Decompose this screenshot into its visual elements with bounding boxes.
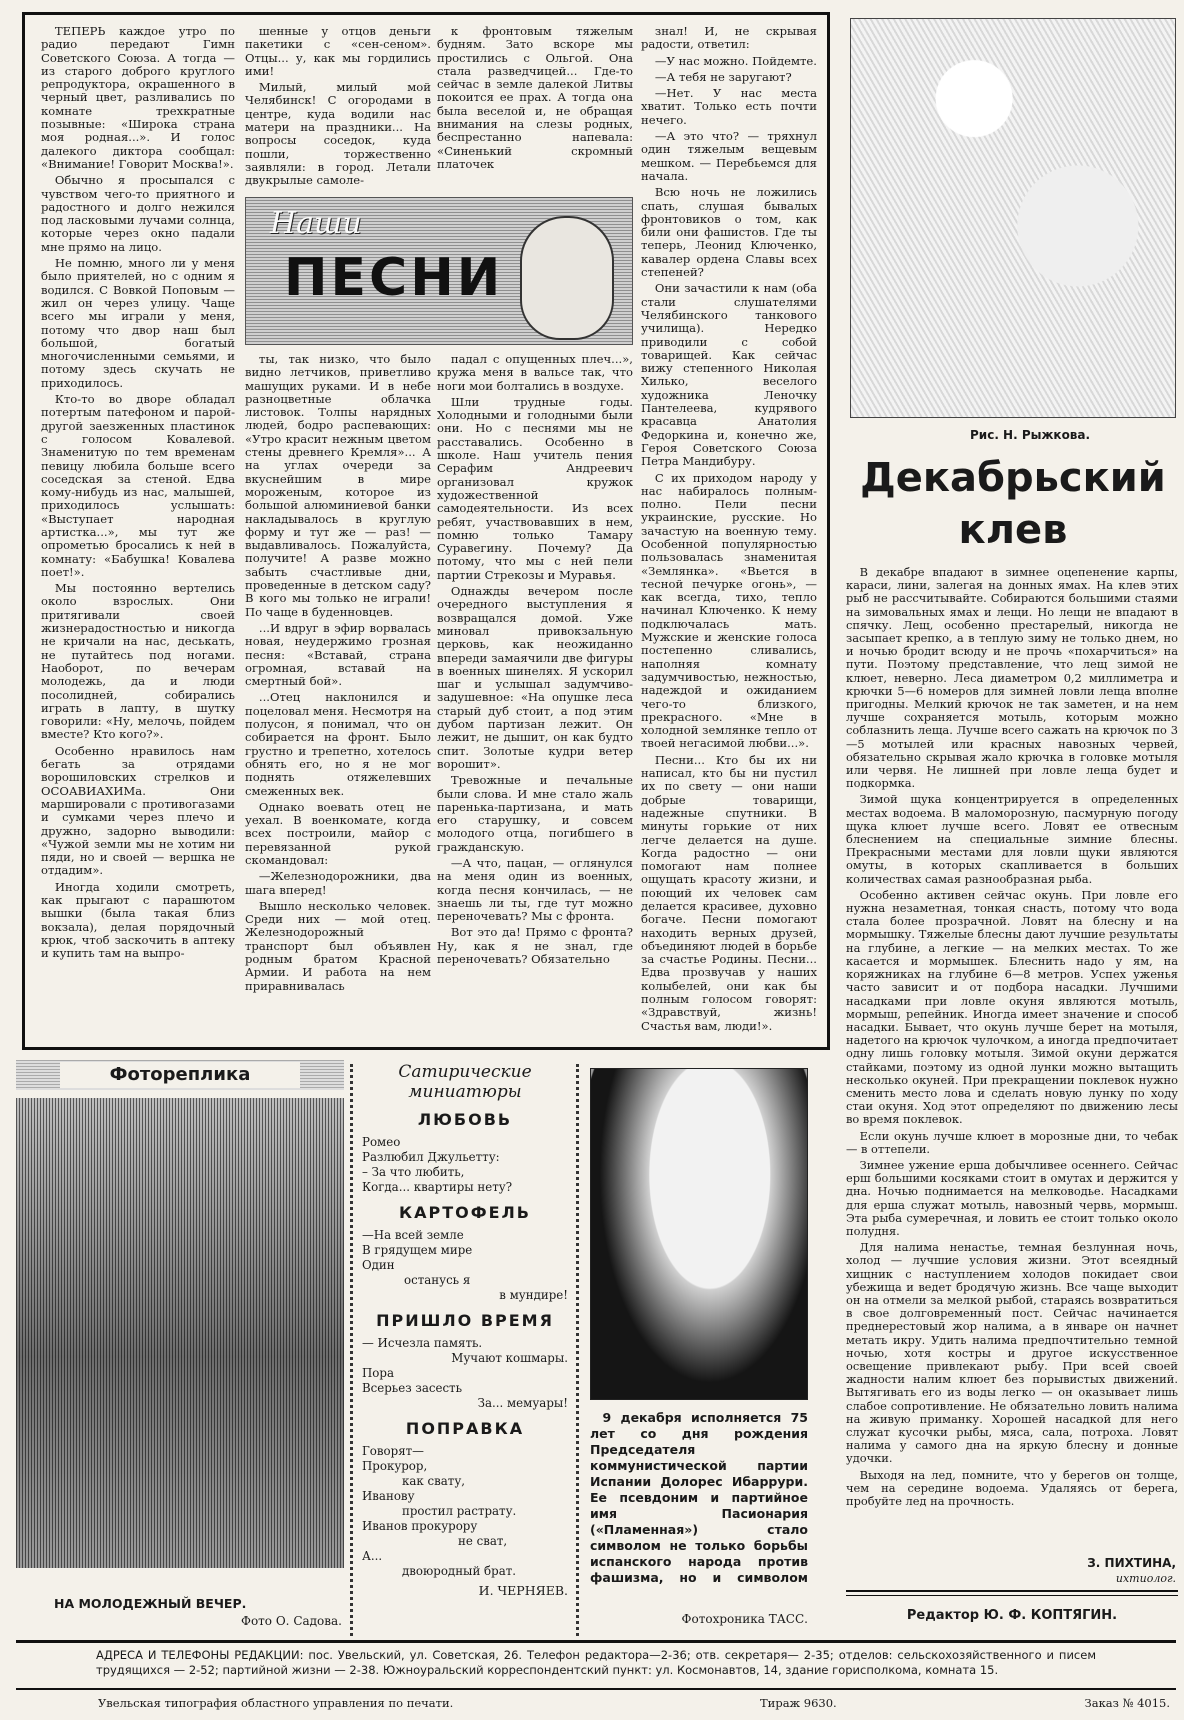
satire-verse-love [362, 1135, 568, 1195]
verse-line: в мундире! [499, 1288, 568, 1302]
satire-title [362, 1062, 568, 1102]
story-paragraph: Обычно я просыпался с чувством чего-то приятного и радостного и долго нежился под ласковыми лучами солнца, которые через окно падали мне прямо на лицо. [41, 173, 235, 254]
verse-line: Иванову [362, 1489, 415, 1503]
photoreplica-credit: Фото О. Садова. [240, 1614, 342, 1628]
verse-line: Говорят— [362, 1444, 424, 1458]
story-paragraph: знал! И, не скрывая радости, ответил: [641, 25, 817, 52]
fishing-paragraph: Если окунь лучше клюет в морозные дни, то чебак — в оттепели. [846, 1128, 1178, 1156]
story-paragraph: —У нас можно. Пойдемте. [654, 53, 817, 68]
photoreplica-title: Фотореплика [60, 1062, 300, 1088]
story-paragraph: шенные у отцов деньги пакетики с «сен-сеном». Отцы... у, как мы гордились ими! [245, 25, 431, 78]
fishing-headline-line: клев [958, 507, 1068, 553]
story-paragraph: Однажды вечером после очередного выступления я возвращался домой. Уже миновал привокзальную церковь, как неожиданно впереди замаячили две фигуры в военных шинелях. Я ускорил шаг и услышал задумчиво-задушевное: «На опушке леса старый дуб стоит, а под этим дубом партизан лежит. Он лежит, не дышит, он как будто спит. Золотые кудри ветер ворошит». [437, 584, 633, 771]
verse-line: —На всей земле [362, 1228, 464, 1242]
fishing-paragraph: Особенно активен сейчас окунь. При ловле его нужна незаметная, тонкая снасть, потому что вода стала более прозрачной. Ловят на блесну и на мормышку. Тяжелые блесны дают лучшие результаты на глубине, а легкие — на мелких местах. То же касается и мормышек. Блеснить надо у ям, на коряжниках на глубине 6—8 метров. Успех уженья часто зависит и от подбора насадки. Лучшими насадками при ловле окуня являются мотыль, мормыш, репейник. Иногда имеет значение и способ насадки. Бывает, что окунь лучше берет на мотыля, надетого на крючок чулочком, а иногда предпочитает одну лишь головку мотыля. Зимой окуни держатся стайками, поэтому из одной лунки можно вытащить несколько окуней. При прекращении поклевок нужно сменить место лова и сделать новую лунку по ходу стаи окуня. Ход этот определяют по движению лесы во время поклевок. [846, 887, 1178, 1127]
verse-line: За... мемуары! [477, 1396, 568, 1410]
story-paragraph: Кто-то во дворе обладал потертым патефоном и парой-другой заезженных пластинок с голосом Ковалевой. Знаменитую по тем временам певицу любила больше всего соседская за стеной. Едва кому-нибудь из нас, малышей, приходилось услышать: «Выступает народная артистка...», мы тут же опрометью бросались к ней в комнату: «Бабушка! Ковалева поет!». [41, 392, 235, 579]
story-paragraph: —А что, пацан, — оглянулся на меня один из военных, когда песня кончилась, — не знаешь ли ты, где тут можно переночевать? Мы с фронта. [437, 855, 633, 924]
story-paragraph: Не помню, много ли у меня было приятелей, но с одним я водился. С Вовкой Поповым — жил он через улицу. Чаще всего мы играли у меня, потому что двор наш был большой, богатый многочисленными семьями, и потому здесь скучать не приходилось. [41, 256, 235, 390]
story-column-2-lower [245, 353, 431, 1035]
story-paragraph: Милый, милый мой Челябинск! С огородами в центре, куда водили нас матери на праздники... На вопросы соседок, куда пошли, торжественно заявляли: в город. Летали двукрылые самоле- [245, 80, 431, 188]
story-paragraph: Песни... Кто бы их ни написал, кто бы ни пустил их по свету — они наши добрые товарищи, надежные спутники. В минуты горькие от них легче делается на душе. Когда радостно — они помогают нам полнее ощущать красоту жизни, и поющий их человек сам делается красивее, духовно богаче. Песни помогают находить верных друзей, объединяют людей в борьбе за счастье Родины. Песни... Едва прозвучав у наших колыбелей, они как бы полным голосом говорят: «Здравствуй, жизнь! Счастья вам, люди!». [641, 752, 817, 1033]
verse-line: — Исчезла память. [362, 1336, 483, 1350]
story-paragraph: Однако воевать отец не уехал. В военкомате, когда всех построили, майор с перевязанной рукой скомандовал: [245, 799, 431, 867]
boy-portrait-drawing [520, 216, 614, 340]
ibarruri-portrait-photo [590, 1068, 808, 1400]
story-paragraph: Вот это да! Прямо с фронта? Ну, как я не знал, где переночевать? Обязательно [437, 925, 633, 967]
satire-verse-amendment [362, 1444, 568, 1579]
story-paragraph: ...Отец наклонился и поцеловал меня. Несмотря на полусон, я понимал, что он собирается на фронт. Было грустно и трепетно, хотелось обнять его, но я не мог поднять отяжелевших смеженных век. [245, 690, 431, 798]
fishing-headline-line: Декабрьский [860, 455, 1166, 501]
story-headline-script: Наши [270, 206, 362, 241]
satire-heading-amendment: ПОПРАВКА [405, 1419, 525, 1438]
story-headline-illustration [245, 197, 633, 345]
story-headline: ПЕСНИ [284, 248, 504, 308]
verse-line: двоюродный брат. [402, 1564, 517, 1578]
verse-line: – За что любить, [362, 1165, 465, 1179]
youth-evening-photo [16, 1098, 344, 1568]
story-frame [22, 12, 830, 1050]
fishing-paragraph: Зимнее ужение ерша добычливее осеннего. Сейчас ерш большими косяками стоит в омутах и держится у дна. Ночью поднимается на мелководье. Насадками для ерша служат мотыль, навозный червь, мормыш. Эта рыба сумеречная, и ловить ее стоит только около полудня. [846, 1157, 1178, 1238]
verse-line: не сват, [458, 1534, 508, 1548]
verse-line: Прокурор, [362, 1459, 428, 1473]
story-column-3-lower [437, 353, 633, 1035]
verse-line: А... [362, 1549, 383, 1563]
photoreplica-caption: НА МОЛОДЕЖНЫЙ ВЕЧЕР. [54, 1596, 247, 1611]
verse-line: останусь я [404, 1273, 471, 1287]
story-paragraph: —А тебя не заругают? [654, 69, 792, 84]
verse-line: Разлюбил Джульетту: [362, 1150, 500, 1164]
story-column-1 [41, 25, 235, 1035]
satire-verse-potato [362, 1228, 568, 1303]
verse-line: В грядущем мире [362, 1243, 473, 1257]
story-column-3-upper [437, 25, 633, 193]
verse-line: как свату, [402, 1474, 466, 1488]
fishing-paragraph: В декабре впадают в зимнее оцепенение карпы, караси, лини, залегая на донных ямах. На клев этих рыб не рассчитывайте. Собираются большими стаями на зимовальных ямах и лещи. Но лещи не впадают в спячку. Лещ, особенно престарелый, никогда не засыпает крепко, а в теплую зиму не только днем, но и ночью бродит всюду и не прочь «похарчиться» на пути. Поэтому представление, что лещ зимой не клюет, неверно. Леса диаметром 0,2 миллиметра и крючки 5—6 номеров для зимней ловли леща вполне пригодны. Мелкий крючок не так заметен, и на нем лучше сохраняется мотыль, которым можно соблазнить леща. Лучше всего сажать на крючок по 3—5 мотылей или красных навозных червей, обязательно скрывая жало крючка в головке мотыля или червя. Не лишней при ловле леща будет и подкормка. [846, 566, 1178, 791]
story-paragraph: Всю ночь не ложились спать, слушая бывалых фронтовиков о том, как били они фашистов. Где ты теперь, Леонид Ключенко, кавалер ордена Славы всех степеней? [641, 185, 817, 280]
footer-printer: Увельская типография областного управления по печати. [98, 1696, 454, 1710]
footer-circulation: Тираж 9630. [760, 1696, 837, 1710]
editor-rule [846, 1590, 1178, 1592]
story-paragraph: Тревожные и печальные были слова. И мне стало жаль паренька-партизана, и мать его старушку, и совсем молодого отца, погибшего в гражданскую. [437, 773, 633, 854]
ibarruri-caption: 9 декабря исполняется 75 лет со дня рождения Председателя коммунистической партии Испании Долорес Ибаррури. Ее псевдоним и партийное имя Пасионария («Пламенная») стало символом не только борьбы испанского народа против фашизма, но и символом [590, 1410, 808, 1585]
fishing-article [846, 566, 1178, 1556]
story-paragraph: Шли трудные годы. Холодными и голодными были они. Но с песнями мы не расставались. Особенно в школе. Наш учитель пения Серафим Андреевич организовал кружок художественной самодеятельности. Из всех ребят, участвовавших в нем, помню только Тамару Суравегину. Почему? Да потому, что мы с ней пели партии Стрекозы и Муравья. [437, 394, 633, 582]
satire-left-rule [350, 1064, 353, 1636]
verse-line: Всерьез засесть [362, 1381, 463, 1395]
story-paragraph: ...И вдруг в эфир ворвалась новая, неудержимо грозная песня: «Вставай, страна огромная, вставай на смертный бой». [245, 620, 431, 689]
story-paragraph: Вышло несколько человек. Среди них — мой отец. Железнодорожный транспорт был объявлен родным братом Красной Армии. И работа на нем приравнивалась [245, 898, 431, 993]
story-column-4 [641, 25, 817, 1035]
satire-title-line: миниатюры [408, 1082, 522, 1102]
satire-right-rule [576, 1064, 579, 1636]
story-paragraph: —Нет. У нас места хватит. Только есть почти нечего. [641, 86, 817, 127]
satire-heading-time: ПРИШЛО ВРЕМЯ [376, 1311, 554, 1330]
story-paragraph: падал с опущенных плеч...», кружа меня в вальсе так, что ноги мои болтались в воздухе. [437, 353, 633, 393]
satire-title-line: Сатирические [398, 1062, 532, 1082]
satire-heading-potato: КАРТОФЕЛЬ [399, 1203, 531, 1222]
story-paragraph: ты, так низко, что было видно летчиков, приветливо машущих руками. И в небе разноцветные облачка листовок. Толпы нарядных людей, бодро распевающих: «Утро красит нежным цветом стены древнего Кремля»... А на углах очереди за вкуснейшим в мире мороженым, которое из большой алюминиевой банки накладывалось в круглую форму и тут же — раз! — выдавливалось. Пожалуйста, получите! А разве можно забыть счастливые дни, проведенные в детском саду? В кого мы только не играли! По чаще в буденновцев. [245, 353, 431, 619]
footer-rule [16, 1688, 1176, 1690]
satire-verse-time [362, 1336, 568, 1411]
editor-line: Редактор Ю. Ф. КОПТЯГИН. [906, 1608, 1118, 1623]
story-paragraph: Они зачастили к нам (оба стали слушателями Челябинского танкового училища). Нередко приводили с собой товарищей. Как сейчас вижу степенного Николая Хилько, веселого художника Леночку Пантелеева, кудрявого красавца Анатолия Федоркина и, конечно же, Героя Советского Союза Петра Мандибуру. [641, 281, 817, 469]
story-paragraph: ТЕПЕРЬ каждое утро по радио передают Гимн Советского Союза. А тогда — из старого доброго круглого репродуктора, окрашенного в черный цвет, разливались по комнате трехкратные позывные: «Широка страна моя родная...». И голос далекого диктора сообщал: «Внимание! Говорит Москва!». [41, 25, 235, 171]
editor-rule [846, 1595, 1178, 1596]
fishing-author-role: ихтиолог. [1115, 1572, 1176, 1585]
story-column-2-upper [245, 25, 431, 193]
footer-order: Заказ № 4015. [1084, 1696, 1170, 1710]
story-paragraph: Особенно нравилось нам бегать за отрядами ворошиловских стрелков и ОСОАВИАХИМа. Они маршировали с противогазами и сумками через плечо и дружно, задорно выводили: «Чужой земли мы не хотим ни пяди, но и своей — вершка не отдадим». [41, 743, 235, 878]
story-paragraph: Иногда ходили смотреть, как прыгают с парашютом вышки (была такая близ вокзала), делая порядочный крюк, чтоб заскочить в аптеку и купить там на выпро- [41, 879, 235, 961]
story-paragraph: Мы постоянно вертелись около взрослых. Они притягивали своей жизнерадостностью и никогда не кричали на нас, деськать, не путайтесь под ногами. Наоборот, по вечерам молодежь, да и люди посолидней, собирались играть в лапту, в шутку говорили: «Ну, мелочь, пойдем вместе? Кто кого?». [41, 581, 235, 742]
winter-fishing-drawing [850, 18, 1176, 418]
fishing-paragraph: Выходя на лед, помните, что у берегов он толще, чем на середине водоема. Удаляясь от берега, пробуйте лед на прочность. [846, 1467, 1178, 1509]
story-paragraph: —А это что? — тряхнул один тяжелым вещевым мешком. — Перебьемся для начала. [641, 129, 817, 183]
verse-line: Пора [362, 1366, 394, 1380]
fishing-paragraph: Для налима ненастье, темная безлунная ночь, холод — лучшие условия жизни. Этот всеядный хищник с наступлением холодов покидает свои убежища и ведет бродячую жизнь. Все чаще выходит он на отмели за мелкой рыбой, стараясь возвратиться в свое долговременный пост. Сейчас начинается преднерестовый жор налима, а в январе он начнет метать икру. Удить налима предпочтительно темной ночью, хотя костры и другое искусственное освещение привлекают рыбу. При всей своей жадности налим клюет без порывистых движений. Вытягивать его из воды легко — он оказывает лишь слабое сопротивление. Не обязательно ловить налима на живую приманку. Хорошей насадкой для него служат кусочки рыбы, мяса, сала, потроха. Ловят налима у самого дна на яркую блесну и донные удочки. [846, 1240, 1178, 1466]
story-paragraph: к фронтовым тяжелым будням. Зато вскоре мы простились с Ольгой. Она стала разведчицей... Где-то сейчас в земле далекой Литвы покоится ее прах. А тогда она была веселой и, не обращая внимания на слезы родных, беспрестанно напевала: «Синенький скромный платочек [437, 25, 633, 171]
satire-heading-love: ЛЮБОВЬ [417, 1110, 513, 1129]
ibarruri-credit: Фотохроника ТАСС. [681, 1612, 808, 1626]
satire-author: И. ЧЕРНЯЕВ. [478, 1583, 568, 1598]
fishing-headline [846, 452, 1180, 564]
verse-line: Один [362, 1258, 395, 1272]
story-paragraph: С их приходом народу у нас набиралось полным-полно. Пели песни украинские, русские. Но зачастую на военную тему. Особенной популярностью пользовалась знаменитая «Землянка». «Вьется в тесной печурке огонь», — как всегда, тихо, тепло начинал Ключенко. К нему подключалась мать. Мужские и женские голоса постепенно сливались, наполняя комнату задумчивостью, нежностью, надеждой и ожиданием чего-то близкого, прекрасного. «Мне в холодной землянке тепло от твоей негасимой любви...». [641, 470, 817, 751]
drawing-credit: Рис. Н. Рыжкова. [970, 428, 1091, 442]
verse-line: простил растрату. [402, 1504, 517, 1518]
fishing-author: З. ПИХТИНА, [1087, 1556, 1176, 1570]
footer-addresses: АДРЕСА И ТЕЛЕФОНЫ РЕДАКЦИИ: пос. Увельский, ул. Советская, 26. Телефон редактора—2-36; отв. секретаря— 2-35; отделов: сельскохозяйственного и писем трудящихся — 2-52; партийной жизни — 2-38. Южноуральский корреспондентский пункт: ул. Космонавтов, 14, здание горисполкома, комната 15. [96, 1648, 1096, 1677]
fishing-paragraph: Зимой щука концентрируется в определенных местах водоема. В маломорозную, пасмурную погоду щука клюет лучше всего. Ловят ее отвесным блеснением на специальные зимние блесны. Прекрасными местами для ловли щуки являются омуты, в которых скапливается в больших количествах самая разнообразная рыба. [846, 792, 1178, 886]
footer-rule [16, 1640, 1176, 1643]
verse-line: Когда... квартиры нету? [362, 1180, 513, 1194]
verse-line: Иванов прокурору [362, 1519, 478, 1533]
story-paragraph: —Железнодорожники, два шага вперед! [245, 869, 431, 897]
satire-block [362, 1062, 568, 1632]
verse-line: Мучают кошмары. [451, 1351, 568, 1365]
verse-line: Ромео [362, 1135, 401, 1149]
